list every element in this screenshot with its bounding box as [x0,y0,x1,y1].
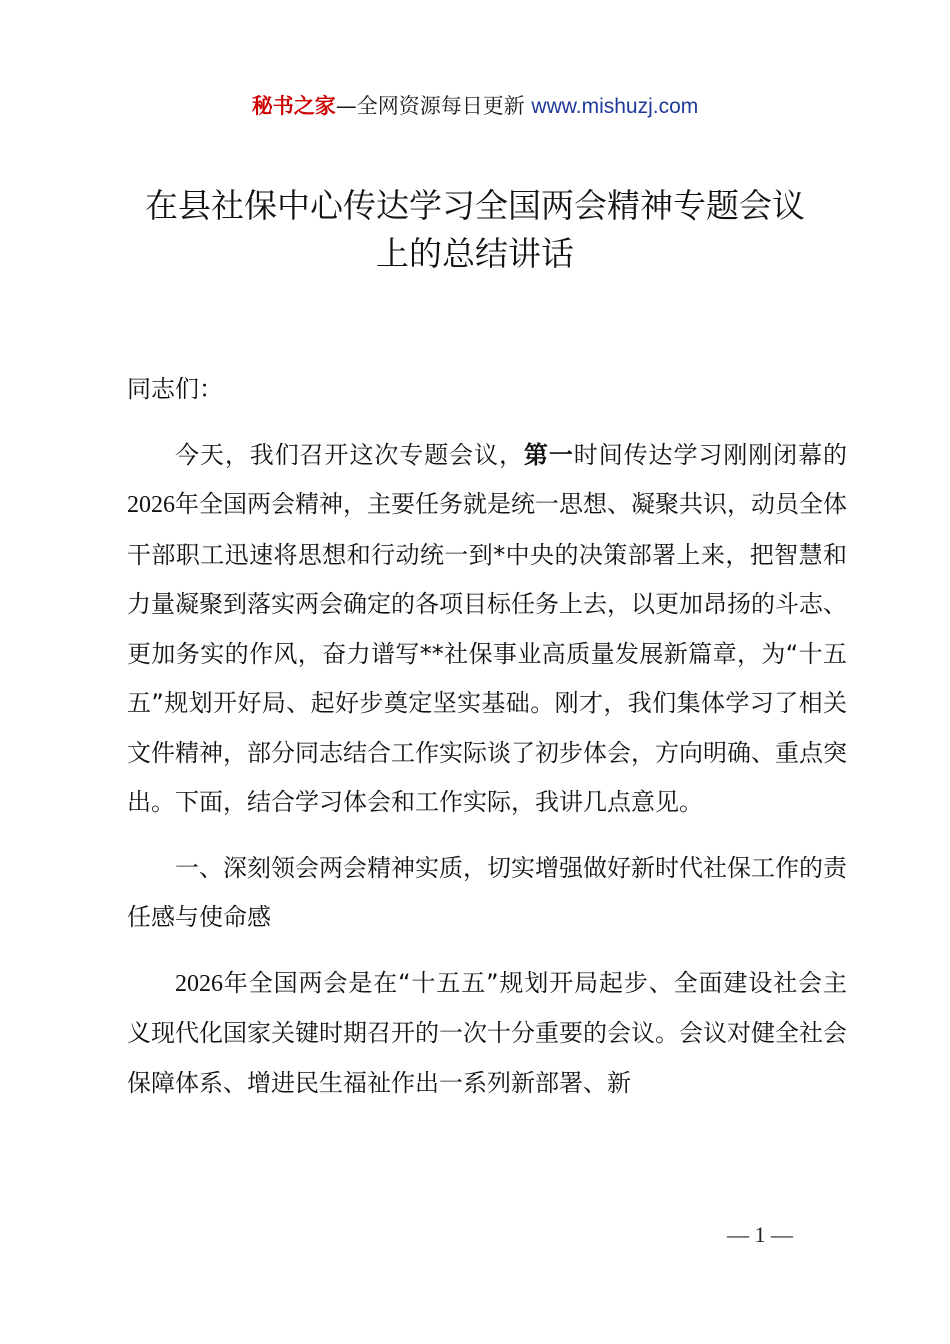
document-body [127,365,847,1124]
paragraph-intro [127,431,847,828]
intro-text-rest: 年全国两会精神，主要任务就是统一思想、凝聚共识，动员全体干部职工迅速将思想和行动统一到*中央的决策部署上来，把智慧和力量凝聚到落实两会确定的各项目标任务上去，以更加昂扬的斗志、更加务实的作风，奋力谱写**社保事业高质量发展新篇章，为“十五五”规划开好局、起好步奠定坚实基础。刚才，我们集体学习了相关文件精神，部分同志结合工作实际谈了初步体会，方向明确、重点突出。下面，结合学习体会和工作实际，我讲几点意见。 [127,490,847,816]
paragraph-section-1 [127,959,847,1109]
section-heading-1: 一、深刻领会两会精神实质，切实增强做好新时代社保工作的责任感与使命感 [127,853,847,931]
header-slogan: —全网资源每日更新 [335,94,525,118]
document-title [100,182,850,278]
page-number: — 1 — [727,1222,793,1247]
site-header [0,90,950,120]
section-1-year: 2026 [175,970,223,997]
title-line-1: 在县社保中心传达学习全国两会精神专题会议 [145,186,805,225]
header-brand: 秘书之家 [251,94,336,118]
intro-text-start: 今天，我们召开这次专题会议， [175,440,524,469]
header-url-link[interactable]: www.mishuzj.com [531,95,699,118]
intro-bold-text: 第一 [523,440,574,469]
section-1-text: 年全国两会是在“十五五”规划开局起步、全面建设社会主义现代化国家关键时期召开的一次十分重要的会议。会议对健全社会保障体系、增进民生福祉作出一系列新部署、新 [127,968,847,1097]
title-line-2: 上的总结讲话 [376,234,574,273]
salutation: 同志们： [127,375,223,403]
intro-text-middle: 时间传达学习刚刚闭幕的 [573,440,848,469]
intro-year: 2026 [127,492,175,518]
